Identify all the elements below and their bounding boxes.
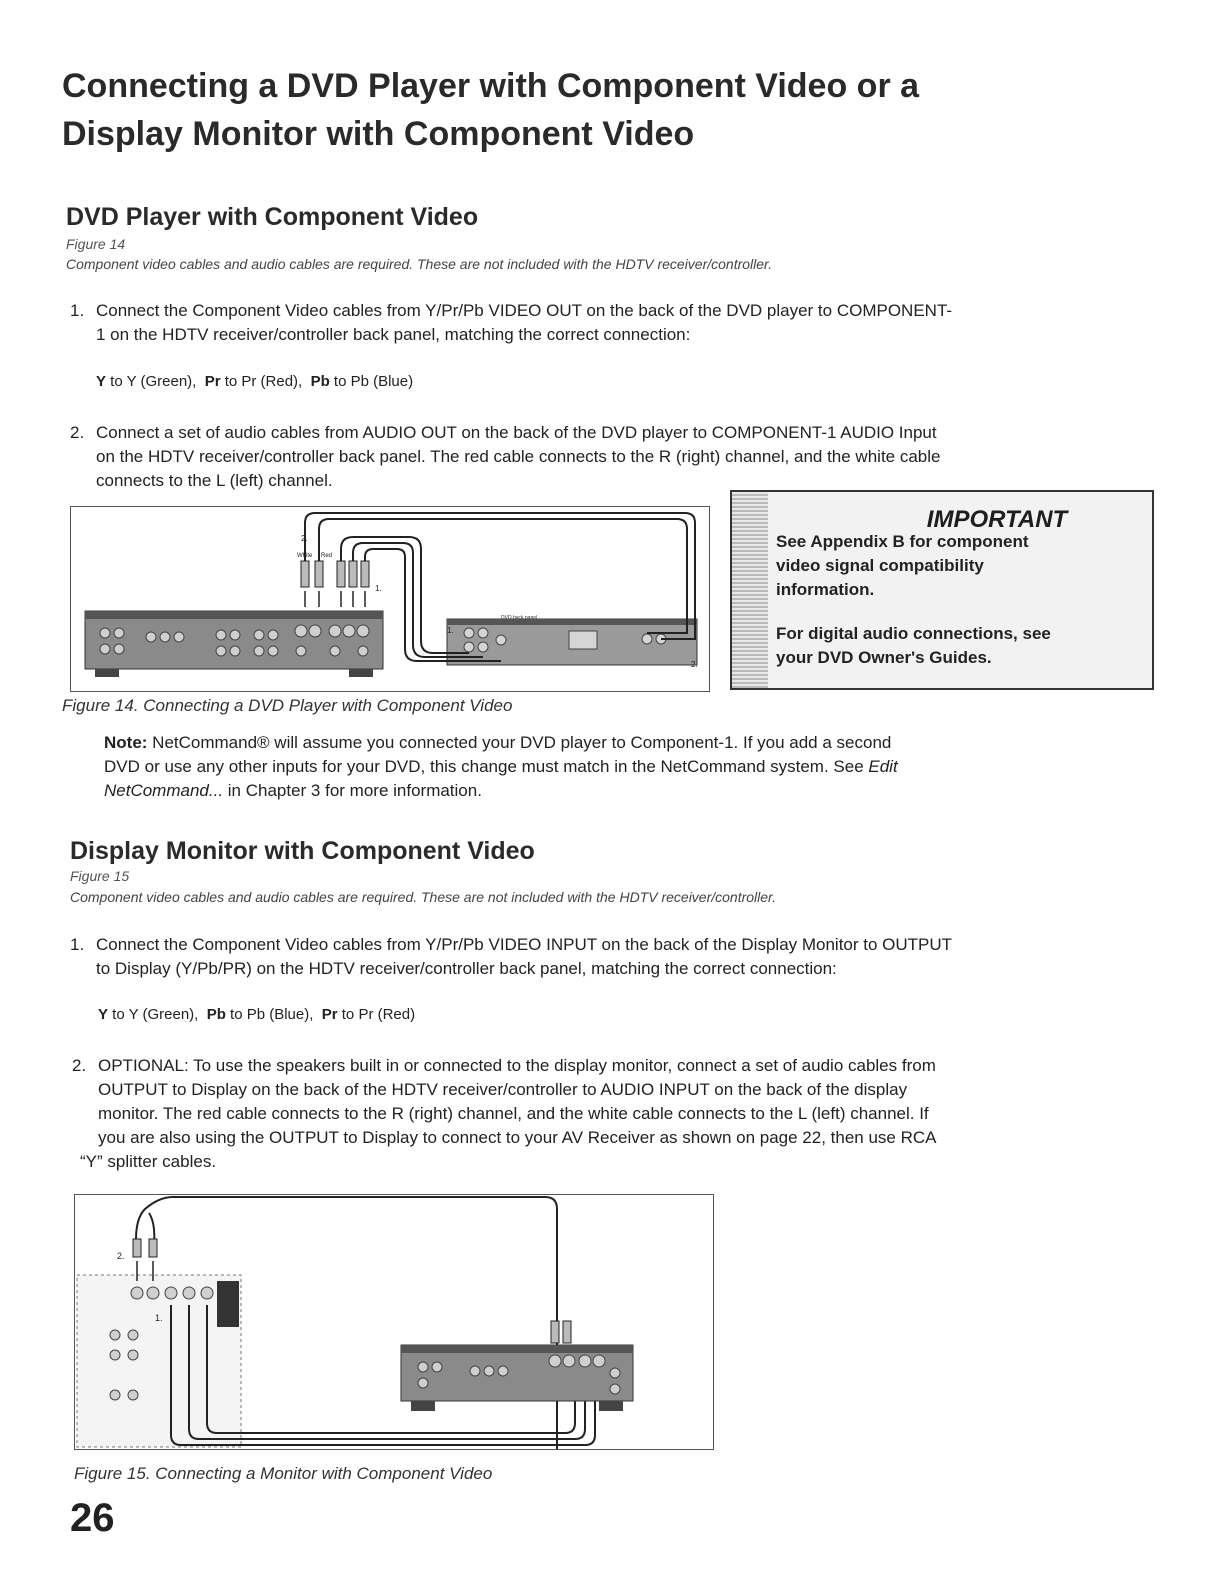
receiver-top-edge (85, 611, 383, 619)
mapping-y: Y (98, 1006, 109, 1023)
mapping-pb: Pb (310, 373, 330, 390)
mapping-pr: Pr (321, 1006, 338, 1023)
mapping-text: to Pb (Blue), (225, 1006, 314, 1023)
step2-label: 2. (301, 534, 308, 543)
page-title-line1: Connecting a DVD Player with Component Video or a (62, 67, 920, 105)
step-text: Connect a set of audio cables from AUDIO OUT on the back of the DVD player to COMPONENT-1 AUDIO Input (96, 423, 937, 442)
note-text: in Chapter 3 for more information. (223, 781, 482, 800)
step-text: to Display (Y/Pb/PR) on the HDTV receiver/controller back panel, matching the correct connection: (96, 959, 837, 978)
important-line: See Appendix B for component (776, 532, 1029, 551)
important-line: video signal compatibility (776, 556, 984, 575)
hdtv-receiver-image (401, 1345, 633, 1401)
note-text: DVD or use any other inputs for your DVD, this change must match in the NetCommand system. See (104, 757, 869, 776)
dvd-top-edge (447, 619, 697, 625)
step-text: Connect the Component Video cables from Y/Pr/Pb VIDEO INPUT on the back of the Display Monitor to OUTPUT (96, 935, 953, 954)
receiver-foot (95, 669, 119, 677)
figure-14-caption: Figure 14. Connecting a DVD Player with Component Video (62, 696, 513, 715)
mapping-text: to Pr (Red) (337, 1006, 416, 1023)
receiver-top-edge (401, 1345, 633, 1353)
dvd-back-label: DVD back panel (501, 615, 538, 621)
important-line: your DVD Owner's Guides. (776, 648, 992, 667)
step-number: 1. (70, 301, 85, 320)
step-number: 2. (70, 423, 85, 442)
important-line: information. (776, 580, 875, 599)
step1-label: 1. (155, 1313, 163, 1323)
step1-label: 1. (375, 584, 382, 593)
monitor-connection-svg (75, 1195, 713, 1449)
figure-15-diagram (74, 1194, 714, 1450)
step-2-dvd (70, 421, 1180, 493)
step2-label: 2. (117, 1251, 125, 1261)
step-text: monitor. The red cable connects to the R (right) channel, and the white cable connects to the L (left) channel. If (98, 1104, 929, 1123)
step1-label-dvd: 1. (447, 626, 454, 635)
step-text: 1 on the HDTV receiver/controller back panel, matching the correct connection: (96, 325, 691, 344)
mapping-text: to Pb (Blue) (329, 373, 414, 390)
rca-plugs (301, 561, 369, 587)
step-text: “Y” splitter cables. (80, 1152, 217, 1171)
page-title-line2: Display Monitor with Component Video (62, 115, 695, 153)
connection-arrows (305, 591, 365, 607)
mapping-pr: Pr (204, 373, 221, 390)
step-2-monitor (72, 1054, 1182, 1174)
note-text: NetCommand® will assume you connected your DVD player to Component-1. If you add a second (147, 733, 892, 752)
page-number: 26 (70, 1496, 115, 1540)
mapping-text: to Y (Green), (106, 373, 197, 390)
section-heading-dvd: DVD Player with Component Video (66, 203, 479, 231)
red-label: Red (321, 553, 333, 559)
receiver-foot (349, 669, 373, 677)
important-text-1 (776, 530, 1142, 602)
requirement-note-1: Component video cables and audio cables are required. These are not included with the HDTV receiver/controller. (66, 256, 773, 272)
note-reference: NetCommand... (104, 781, 224, 800)
figure-ref-15: Figure 15 (70, 868, 130, 884)
step-text: connects to the L (left) channel. (96, 471, 333, 490)
connection-mapping-2 (98, 1006, 415, 1023)
receiver-foot (411, 1401, 435, 1411)
note-label: Note: (104, 733, 148, 752)
step-text: you are also using the OUTPUT to Display to connect to your AV Receiver as shown on page 22, then use RCA (98, 1128, 937, 1147)
dvd-connection-svg (71, 507, 709, 691)
mapping-pb: Pb (206, 1006, 226, 1023)
step-text: OUTPUT to Display on the back of the HDTV receiver/controller to AUDIO INPUT on the back of the display (98, 1080, 908, 1099)
mapping-text: to Y (Green), (108, 1006, 199, 1023)
important-line: For digital audio connections, see (776, 624, 1051, 643)
important-box (730, 490, 1154, 690)
step-text: OPTIONAL: To use the speakers built in or connected to the display monitor, connect a set of audio cables from (98, 1056, 936, 1075)
page-title (62, 62, 1162, 158)
requirement-note-2: Component video cables and audio cables are required. These are not included with the HDTV receiver/controller. (70, 889, 777, 905)
mapping-y: Y (96, 373, 107, 390)
step-text: on the HDTV receiver/controller back panel. The red cable connects to the R (right) channel, and the white cable (96, 447, 941, 466)
white-label: White (297, 553, 313, 559)
step-number: 1. (70, 935, 85, 954)
note-reference: Edit (868, 757, 898, 776)
step-text: Connect the Component Video cables from Y/Pr/Pb VIDEO OUT on the back of the DVD player to COMPONENT- (96, 301, 953, 320)
section-heading-monitor: Display Monitor with Component Video (70, 837, 535, 865)
netcommand-note (104, 731, 1104, 803)
figure-ref-14: Figure 14 (66, 236, 126, 252)
mapping-text: to Pr (Red), (220, 373, 303, 390)
important-text-2 (776, 622, 1142, 670)
receiver-foot (599, 1401, 623, 1411)
figure-14-diagram (70, 506, 710, 692)
connection-mapping-1 (96, 373, 413, 390)
figure-15-caption: Figure 15. Connecting a Monitor with Component Video (74, 1464, 493, 1483)
step-1-monitor (70, 933, 1180, 981)
step2-label-dvd: 2. (691, 660, 698, 669)
step-1-dvd (70, 299, 1170, 347)
important-title: IMPORTANT (926, 506, 1068, 533)
monitor-label-plate (217, 1281, 239, 1327)
display-monitor-panel (77, 1275, 241, 1447)
step-number: 2. (72, 1056, 87, 1075)
